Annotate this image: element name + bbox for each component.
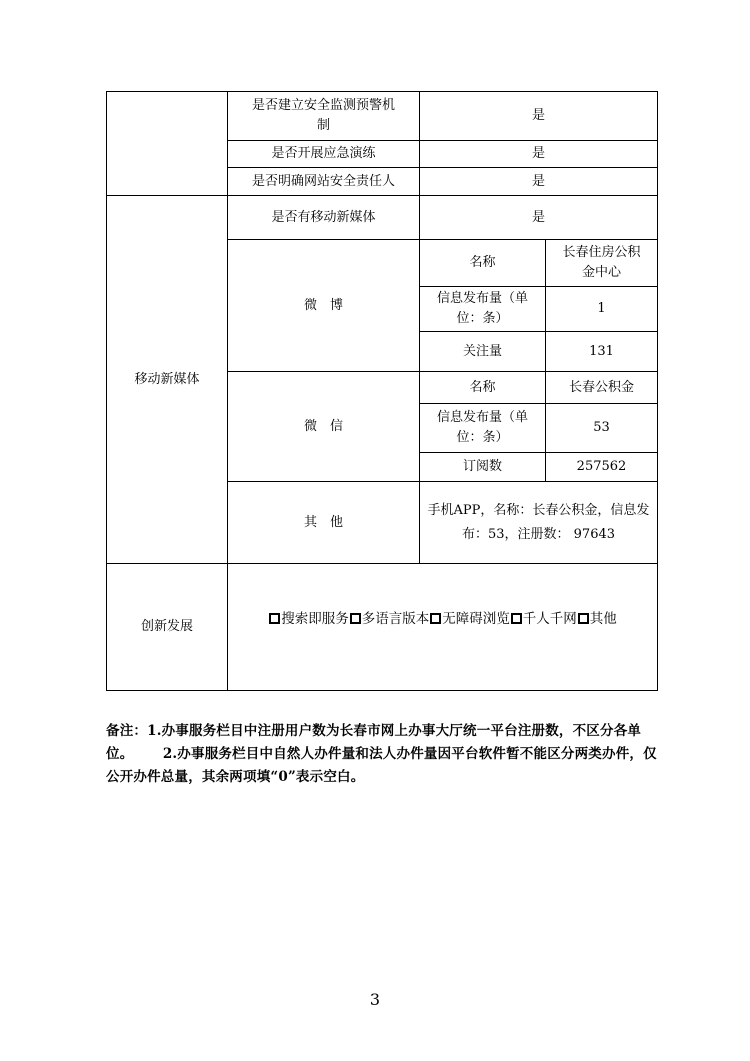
weibo-followers-label: 关注量 [462,343,502,359]
option-personalized[interactable]: 千人千网 [510,607,577,627]
responsible-label: 是否明确网站安全责任人 [251,173,395,189]
drill-label: 是否开展应急演练 [271,146,376,161]
wechat-subscribers-value: 257562 [576,459,627,474]
wechat-posts-value: 53 [593,420,610,435]
wechat-posts-label: 信息发布量（单位：条） [436,410,528,445]
option-search-service[interactable]: 搜索即服务 [268,607,349,627]
option-accessibility[interactable]: 无障碍浏览 [429,607,510,627]
innovation-section-label: 创新发展 [140,619,193,634]
page-number: 3 [369,990,381,1009]
option-other[interactable]: 其他 [577,607,617,627]
wechat-name-label: 名称 [469,379,496,395]
footnote [106,720,658,789]
option-multilingual[interactable]: 多语言版本 [349,607,430,627]
footnote-text-2: 2.办事服务栏目中自然人办件量和法人办件量因平台软件暂不能区分两类办件，仅公开办件总量，其余两项填“0”表示空白。 [106,746,657,785]
checkbox-icon [350,613,361,624]
mobile-has-label: 是否有移动新媒体 [271,209,376,225]
weibo-posts-value: 1 [597,301,606,316]
weibo-name-value: 长春住房公积金中心 [562,245,641,280]
wechat-label: 微 信 [303,418,343,434]
responsible-value: 是 [531,173,545,189]
checkbox-icon [430,613,441,624]
mobile-section-label: 移动新媒体 [134,371,200,387]
other-value: 手机APP，名称：长春公积金，信息发布：53，注册数： 97643 [427,502,650,542]
wechat-subscribers-label: 订阅数 [462,459,502,474]
weibo-label: 微 博 [303,297,343,313]
monitoring-label: 是否建立安全监测预警机制 [252,98,396,133]
monitoring-value: 是 [531,108,545,123]
weibo-posts-label: 信息发布量（单位：条） [436,291,528,326]
wechat-name-value: 长春公积金 [568,379,634,395]
checkbox-icon [269,613,280,624]
innovation-options [228,602,657,632]
footnote-text-1: 备注：1.办事服务栏目中注册用户数为长春市网上办事大厅统一平台注册数，不区分各单位。 [106,723,642,762]
weibo-followers-value: 131 [589,343,614,359]
drill-value: 是 [531,146,545,161]
checkbox-icon [578,613,589,624]
checkbox-icon [511,613,522,624]
mobile-has-value: 是 [531,209,545,225]
weibo-name-label: 名称 [469,255,496,270]
other-label: 其 他 [303,514,343,530]
